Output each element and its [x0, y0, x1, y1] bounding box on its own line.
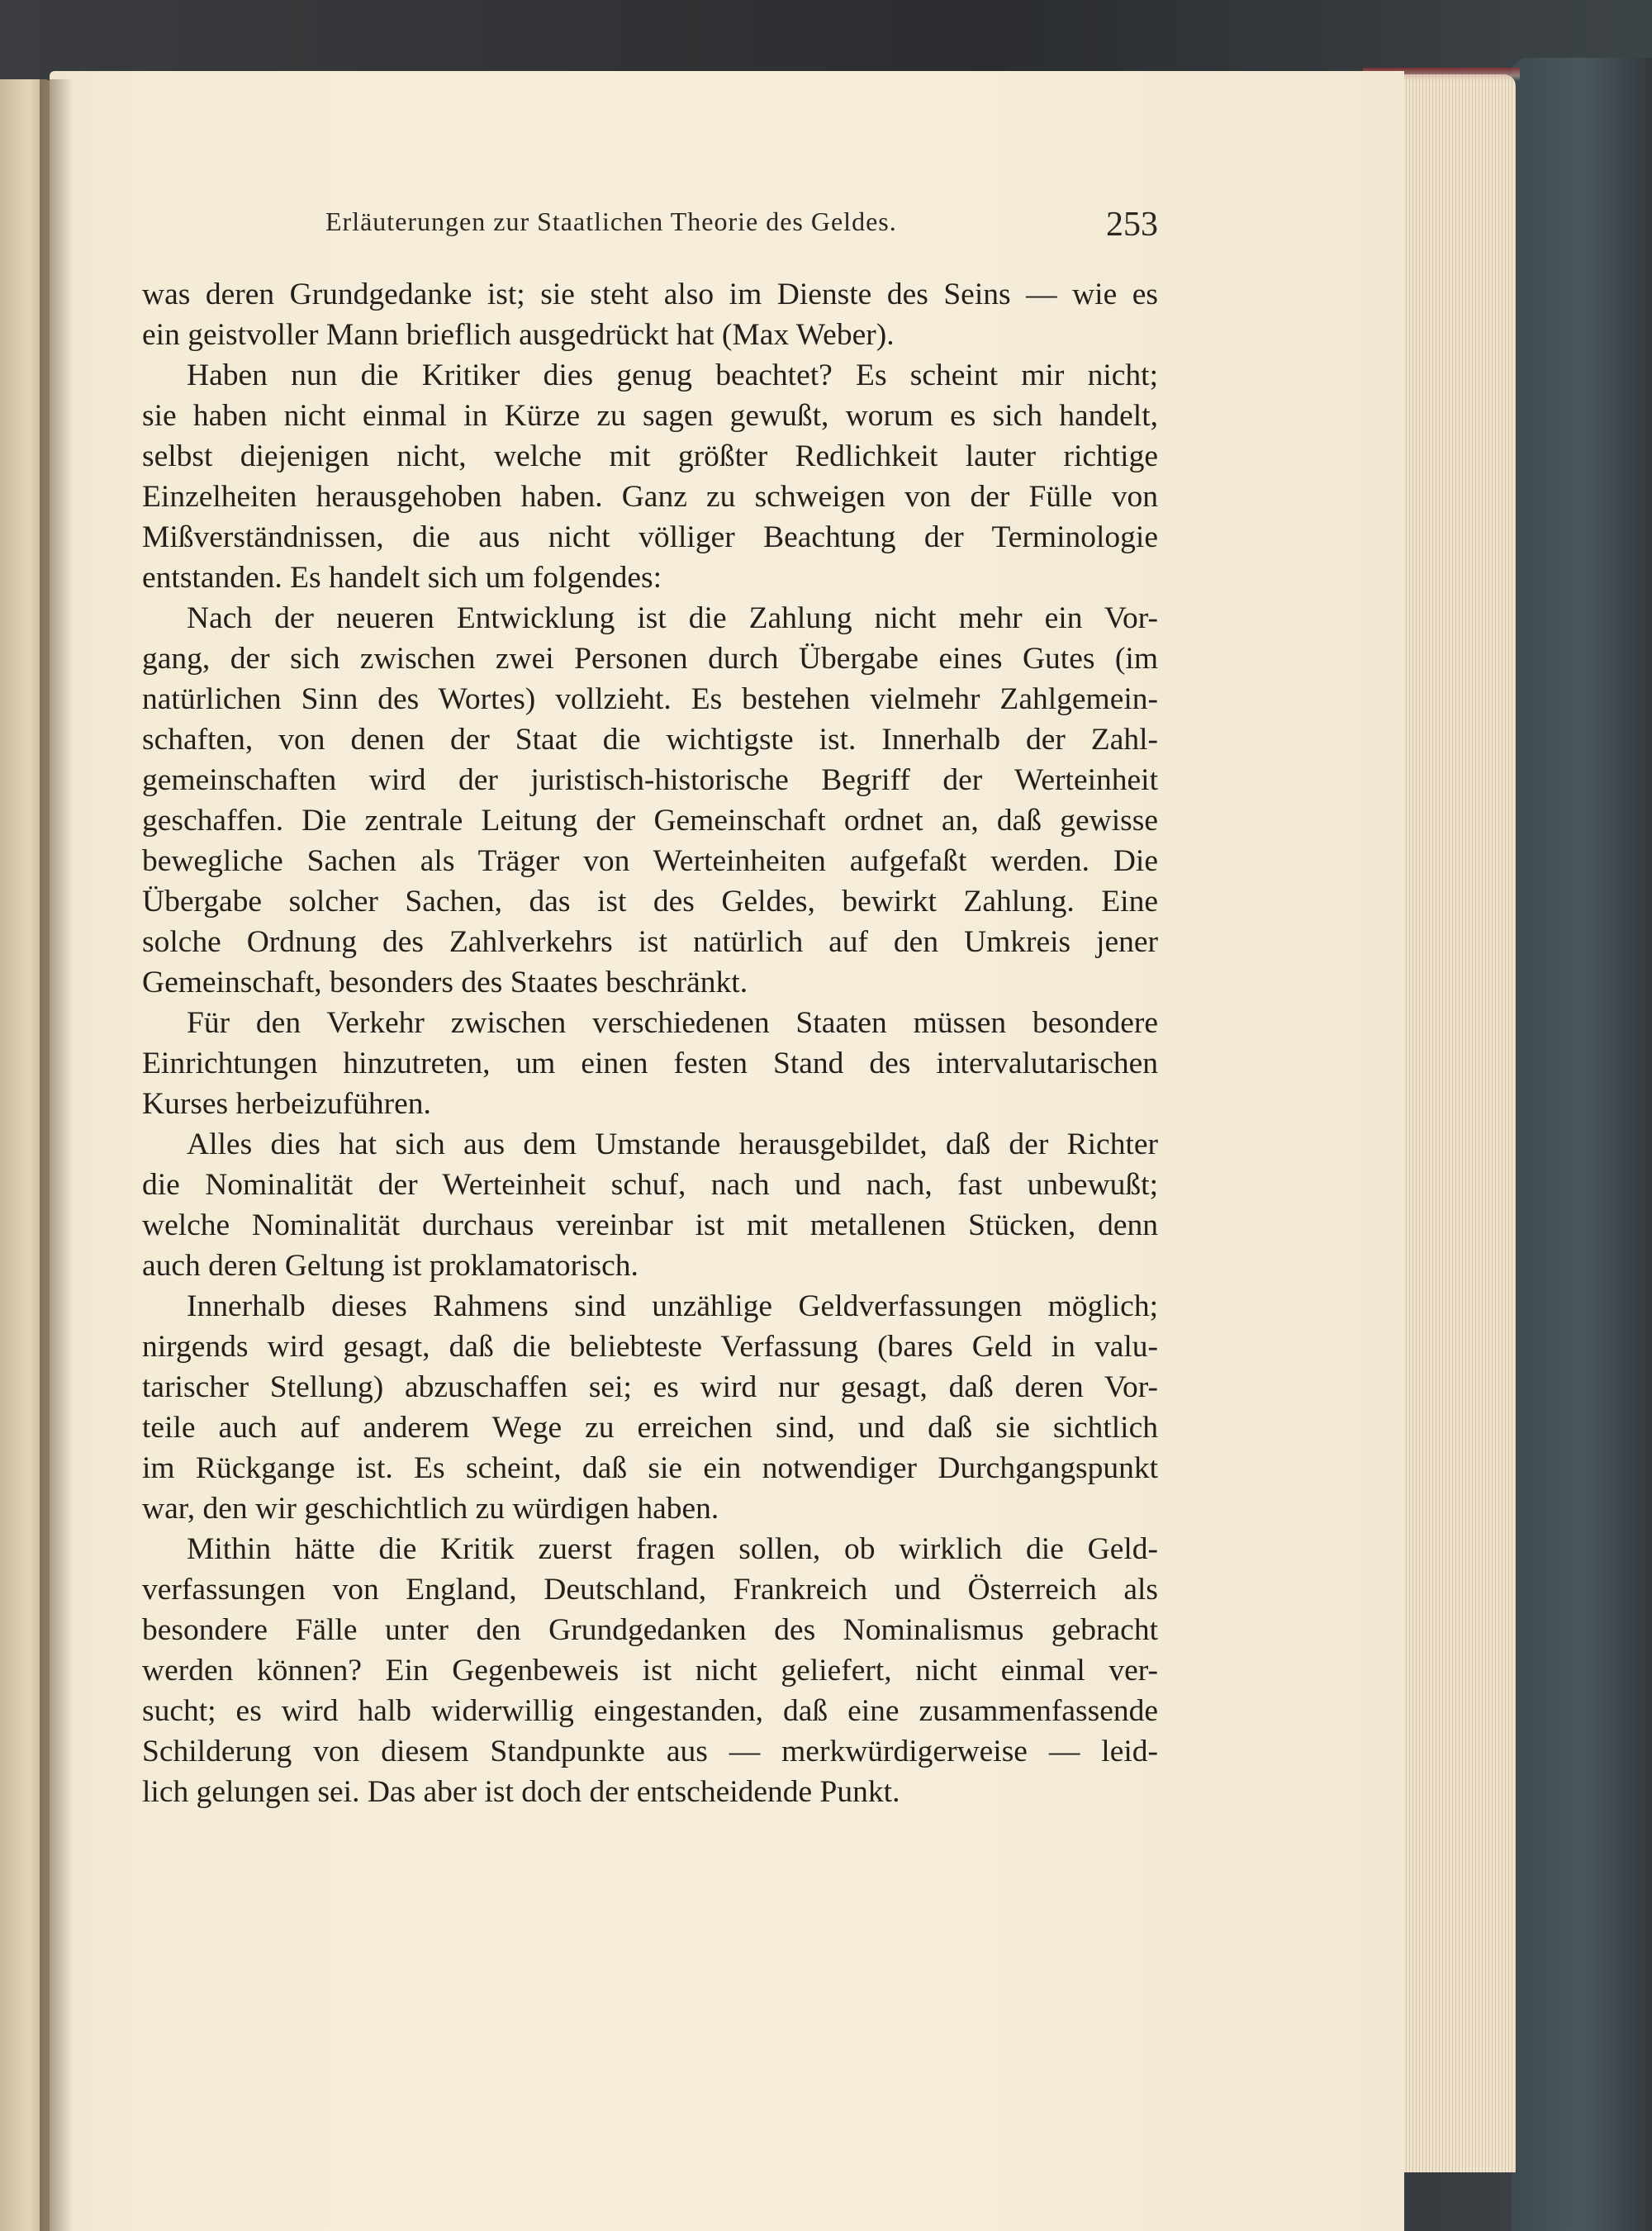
- text-line: Alles dies hat sich aus dem Umstande herausgebildet, daß der Richter: [187, 1127, 1158, 1161]
- text-line: tarischer Stellung) abzuschaffen sei; es wird nur gesagt, daß deren Vor-: [142, 1370, 1158, 1404]
- text-line: gang, der sich zwischen zwei Personen durch Übergabe eines Gutes (im: [142, 642, 1158, 676]
- text-line: Einzelheiten herausgehoben haben. Ganz zu schweigen von der Fülle von: [142, 480, 1158, 514]
- text-line: natürlichen Sinn des Wortes) vollzieht. Es bestehen vielmehr Zahlgemein-: [142, 682, 1158, 716]
- back-board-edge: [1512, 58, 1652, 2231]
- text-line: lich gelungen sei. Das aber ist doch der entscheidende Punkt.: [142, 1775, 900, 1809]
- text-line: Einrichtungen hinzutreten, um einen festen Stand des intervalutarischen: [142, 1047, 1158, 1080]
- text-line: geschaffen. Die zentrale Leitung der Gemeinschaft ordnet an, daß gewisse: [142, 804, 1158, 838]
- text-line: Nach der neueren Entwicklung ist die Zahlung nicht mehr ein Vor-: [187, 601, 1158, 635]
- text-line: sie haben nicht einmal in Kürze zu sagen gewußt, worum es sich handelt,: [142, 399, 1158, 433]
- text-line: Für den Verkehr zwischen verschiedenen Staaten müssen besondere: [187, 1006, 1158, 1040]
- text-line: was deren Grundgedanke ist; sie steht also im Dienste des Seins — wie es: [142, 278, 1158, 311]
- text-line: sucht; es wird halb widerwillig eingestanden, daß eine zusammenfassende: [142, 1694, 1158, 1728]
- running-header: [142, 206, 1158, 248]
- text-line: Übergabe solcher Sachen, das ist des Geldes, bewirkt Zahlung. Eine: [142, 885, 1158, 919]
- text-line: Mißverständnissen, die aus nicht völliger Beachtung der Terminologie: [142, 520, 1158, 554]
- text-line: gemeinschaften wird der juristisch-historische Begriff der Werteinheit: [142, 763, 1158, 797]
- text-line: auch deren Geltung ist proklamatorisch.: [142, 1249, 638, 1283]
- text-line: schaften, von denen der Staat die wichtigste ist. Innerhalb der Zahl-: [142, 723, 1158, 757]
- text-line: Schilderung von diesem Standpunkte aus — merkwürdigerweise — leid-: [142, 1735, 1158, 1768]
- text-line: Haben nun die Kritiker dies genug beachtet? Es scheint mir nicht;: [187, 358, 1158, 392]
- text-line: entstanden. Es handelt sich um folgendes:: [142, 561, 662, 595]
- text-line: selbst diejenigen nicht, welche mit größter Redlichkeit lauter richtige: [142, 439, 1158, 473]
- page-block-edges: [1400, 74, 1516, 2172]
- page-number: 253: [1106, 206, 1158, 244]
- text-line: Gemeinschaft, besonders des Staates beschränkt.: [142, 966, 748, 999]
- text-line: werden können? Ein Gegenbeweis ist nicht geliefert, nicht einmal ver-: [142, 1654, 1158, 1687]
- text-line: Kurses herbeizuführen.: [142, 1087, 431, 1121]
- text-line: solche Ordnung des Zahlverkehrs ist natürlich auf den Umkreis jener: [142, 925, 1158, 959]
- body-text: [142, 274, 1158, 1812]
- running-title: Erläuterungen zur Staatlichen Theorie des Geldes.: [325, 206, 897, 236]
- text-line: ein geistvoller Mann brieflich ausgedrückt hat (Max Weber).: [142, 318, 895, 352]
- text-line: war, den wir geschichtlich zu würdigen haben.: [142, 1492, 719, 1526]
- text-line: welche Nominalität durchaus vereinbar ist mit metallenen Stücken, denn: [142, 1208, 1158, 1242]
- text-line: verfassungen von England, Deutschland, Frankreich und Österreich als: [142, 1573, 1158, 1607]
- gutter-shadow: [40, 79, 73, 2231]
- text-line: Mithin hätte die Kritik zuerst fragen sollen, ob wirklich die Geld-: [187, 1532, 1158, 1566]
- text-line: nirgends wird gesagt, daß die beliebteste Verfassung (bares Geld in valu-: [142, 1330, 1158, 1364]
- text-line: besondere Fälle unter den Grundgedanken des Nominalismus gebracht: [142, 1613, 1158, 1647]
- text-line: teile auch auf anderem Wege zu erreichen sind, und daß sie sichtlich: [142, 1411, 1158, 1445]
- text-line: die Nominalität der Werteinheit schuf, nach und nach, fast unbewußt;: [142, 1168, 1158, 1202]
- text-line: bewegliche Sachen als Träger von Werteinheiten aufgefaßt werden. Die: [142, 844, 1158, 878]
- text-line: Innerhalb dieses Rahmens sind unzählige Geldverfassungen möglich;: [187, 1289, 1158, 1323]
- text-line: im Rückgange ist. Es scheint, daß sie ein notwendiger Durchgangspunkt: [142, 1451, 1158, 1485]
